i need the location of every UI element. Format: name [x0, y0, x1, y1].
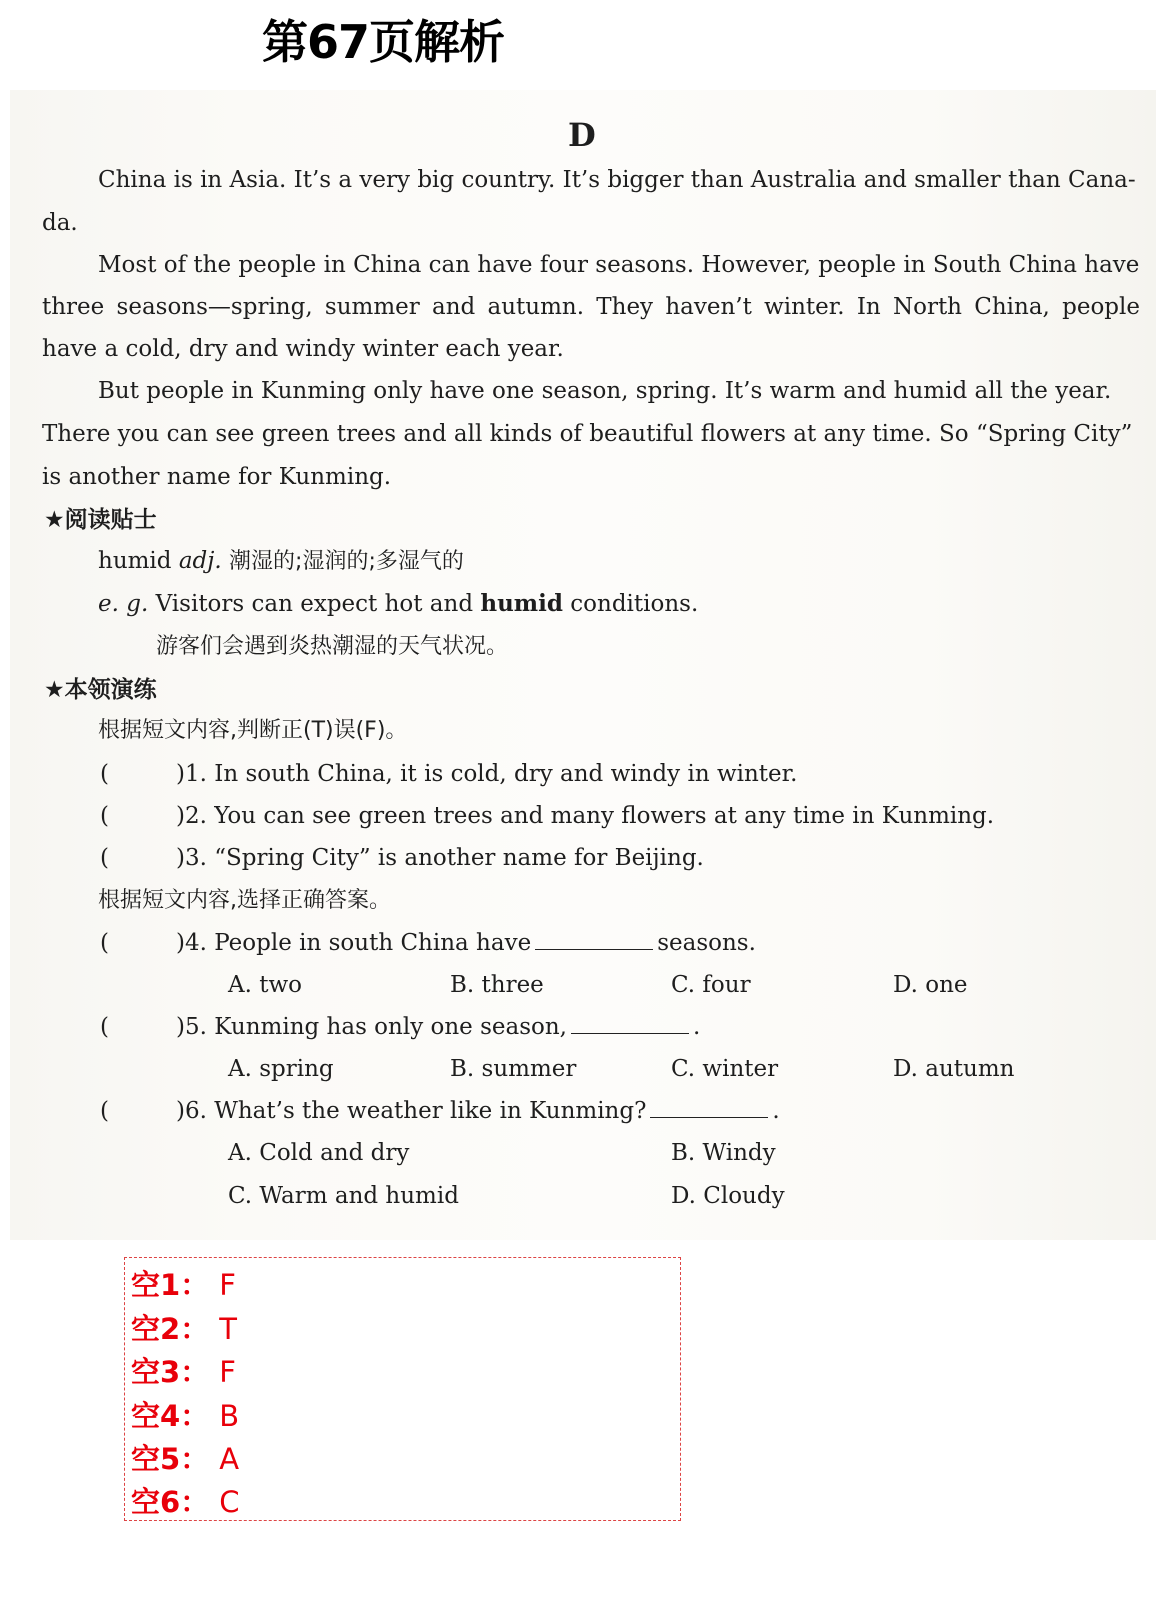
answer-blank	[571, 1015, 689, 1034]
question-2: )2. You can see green trees and many flowers at any time in Kunming.	[176, 803, 995, 829]
answer-label: 空5：	[131, 1442, 210, 1476]
answer-item	[131, 1398, 239, 1434]
question-5-tail: .	[693, 1014, 701, 1040]
example-text-bold: humid	[480, 590, 563, 617]
answer-item	[131, 1484, 239, 1520]
option: C. four	[671, 972, 751, 998]
option: A. Cold and dry	[228, 1140, 410, 1166]
example-sentence	[98, 589, 698, 619]
exercise-heading: ★本领演练	[44, 677, 157, 703]
question-4-tail: seasons.	[657, 930, 756, 956]
vocab-word: humid	[98, 548, 172, 574]
vocab-meaning: 潮湿的;湿润的;多湿气的	[229, 549, 464, 574]
vocab-pos: adj.	[178, 548, 222, 574]
passage-line: Most of the people in China can have four seasons. However, people in South China have	[98, 252, 1140, 278]
answer-paren: (	[100, 1098, 109, 1124]
option: B. Windy	[671, 1140, 776, 1166]
example-translation: 游客们会遇到炎热潮湿的天气状况。	[156, 634, 509, 659]
option: D. Cloudy	[671, 1183, 785, 1209]
question-1: )1. In south China, it is cold, dry and windy in winter.	[176, 761, 798, 787]
answer-item	[131, 1267, 236, 1303]
answer-blank	[535, 931, 653, 950]
answer-paren: (	[100, 803, 109, 829]
answer-value: A	[219, 1442, 240, 1476]
passage-line: There you can see green trees and all kinds of beautiful flowers at any time. So “Spring City”	[42, 421, 1133, 447]
section-letter: D	[568, 116, 596, 154]
passage-line: have a cold, dry and windy winter each year.	[42, 336, 564, 362]
option: B. three	[450, 972, 544, 998]
answer-paren: (	[100, 1014, 109, 1040]
vocab-entry	[98, 546, 464, 577]
passage-line: But people in Kunming only have one season, spring. It’s warm and humid all the year.	[98, 378, 1112, 404]
option: D. autumn	[893, 1056, 1015, 1082]
question-6-text: )6. What’s the weather like in Kunming?	[176, 1098, 647, 1124]
option: D. one	[893, 972, 968, 998]
answer-value: T	[219, 1312, 237, 1346]
option: A. two	[228, 972, 303, 998]
answer-value: C	[219, 1485, 240, 1519]
question-6-tail: .	[772, 1098, 780, 1124]
answer-label: 空4：	[131, 1399, 210, 1433]
option: B. summer	[450, 1056, 577, 1082]
option: C. winter	[671, 1056, 779, 1082]
example-text-pre: Visitors can expect hot and	[155, 591, 474, 617]
answer-value: F	[219, 1355, 236, 1389]
answer-label: 空6：	[131, 1485, 210, 1519]
passage-line: da.	[42, 210, 78, 236]
passage-line: is another name for Kunming.	[42, 464, 392, 490]
answer-box	[124, 1257, 681, 1521]
answer-item	[131, 1354, 236, 1390]
answer-paren: (	[100, 930, 109, 956]
question-3: )3. “Spring City” is another name for Beijing.	[176, 845, 704, 871]
part2-instruction: 根据短文内容,选择正确答案。	[98, 888, 391, 913]
answer-paren: (	[100, 761, 109, 787]
answer-item	[131, 1441, 239, 1477]
question-4-text: )4. People in south China have	[176, 930, 532, 956]
answer-label: 空3：	[131, 1355, 210, 1389]
option: A. spring	[228, 1056, 334, 1082]
question-4	[176, 928, 756, 958]
answer-label: 空2：	[131, 1312, 210, 1346]
question-6	[176, 1096, 780, 1126]
passage-line: China is in Asia. It’s a very big country. It’s bigger than Australia and smaller than Cana-	[98, 167, 1136, 193]
example-text-post: conditions.	[570, 591, 699, 617]
question-5	[176, 1012, 700, 1042]
answer-value: F	[219, 1268, 236, 1302]
tips-heading: ★阅读贴士	[44, 507, 157, 533]
question-5-text: )5. Kunming has only one season,	[176, 1014, 567, 1040]
answer-blank	[650, 1099, 768, 1118]
answer-value: B	[219, 1399, 240, 1433]
passage-line: three seasons—spring, summer and autumn. They haven’t winter. In North China, people	[42, 294, 1140, 320]
answer-paren: (	[100, 845, 109, 871]
part1-instruction: 根据短文内容,判断正(T)误(F)。	[98, 718, 408, 743]
example-label: e. g.	[98, 591, 149, 617]
option: C. Warm and humid	[228, 1183, 459, 1209]
answer-label: 空1：	[131, 1268, 210, 1302]
page-title: 第67页解析	[262, 15, 505, 69]
answer-item	[131, 1311, 237, 1347]
